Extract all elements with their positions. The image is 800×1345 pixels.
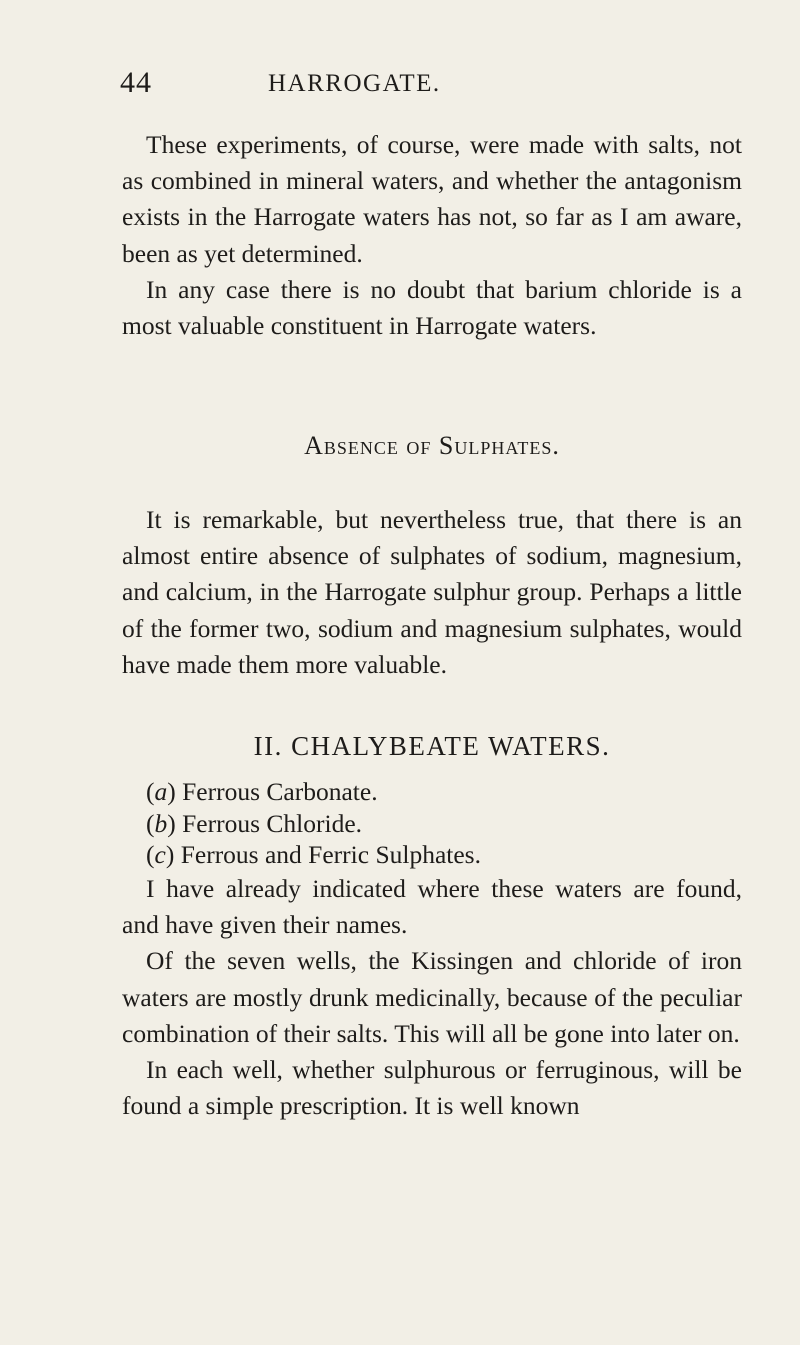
paragraph: In each well, whether sulphurous or ferruginous, will be found a simple prescription. It is well known [122,1055,742,1121]
list-letter: a [154,777,168,806]
list-letter: c [154,840,166,869]
list-item: (c) Ferrous and Ferric Sulphates. [146,840,481,869]
paragraph: These experiments, of course, were made with salts, not as combined in mineral waters, and whether the antagonism exists in the Harrogate waters has not, so far as I am aware, been as yet determined. [122,130,742,268]
opening-text [122,127,742,344]
section-heading-sulphates: Absence of Sulphates. [304,431,560,460]
list-item-text: Ferrous Carbonate. [182,777,378,806]
list-item-text: Ferrous and Ferric Sulphates. [180,840,481,869]
page-header [120,66,740,102]
chalybeate-list [146,776,746,871]
list-item: (a) Ferrous Carbonate. [146,777,378,806]
paragraph: I have already indicated where these waters are found, and have given their names. [122,874,742,940]
sulphates-text [122,502,742,683]
paragraph: In any case there is no doubt that barium chloride is a most valuable constituent in Harrogate waters. [122,274,742,341]
running-head: HARROGATE. [268,70,441,97]
list-item: (b) Ferrous Chloride. [146,808,363,838]
paragraph: Of the seven wells, the Kissingen and chloride of iron waters are mostly drunk medicinally, because of the peculiar combination of their salts. This will all be gone into later on. [122,946,742,1048]
paragraph: It is remarkable, but nevertheless true, that there is an almost entire absence of sulphates of sodium, magnesium, and calcium, in the Harrogate sulphur group. Perhaps a little of the former two, sodium and magnesium sulphates, would have made them more valuable. [122,505,742,679]
section-heading-chalybeate: II. CHALYBEATE WATERS. [253,731,611,761]
list-item-text: Ferrous Chloride. [182,808,363,838]
page-number: 44 [120,66,152,99]
chalybeate-text [122,871,742,1124]
list-letter: b [154,808,168,838]
